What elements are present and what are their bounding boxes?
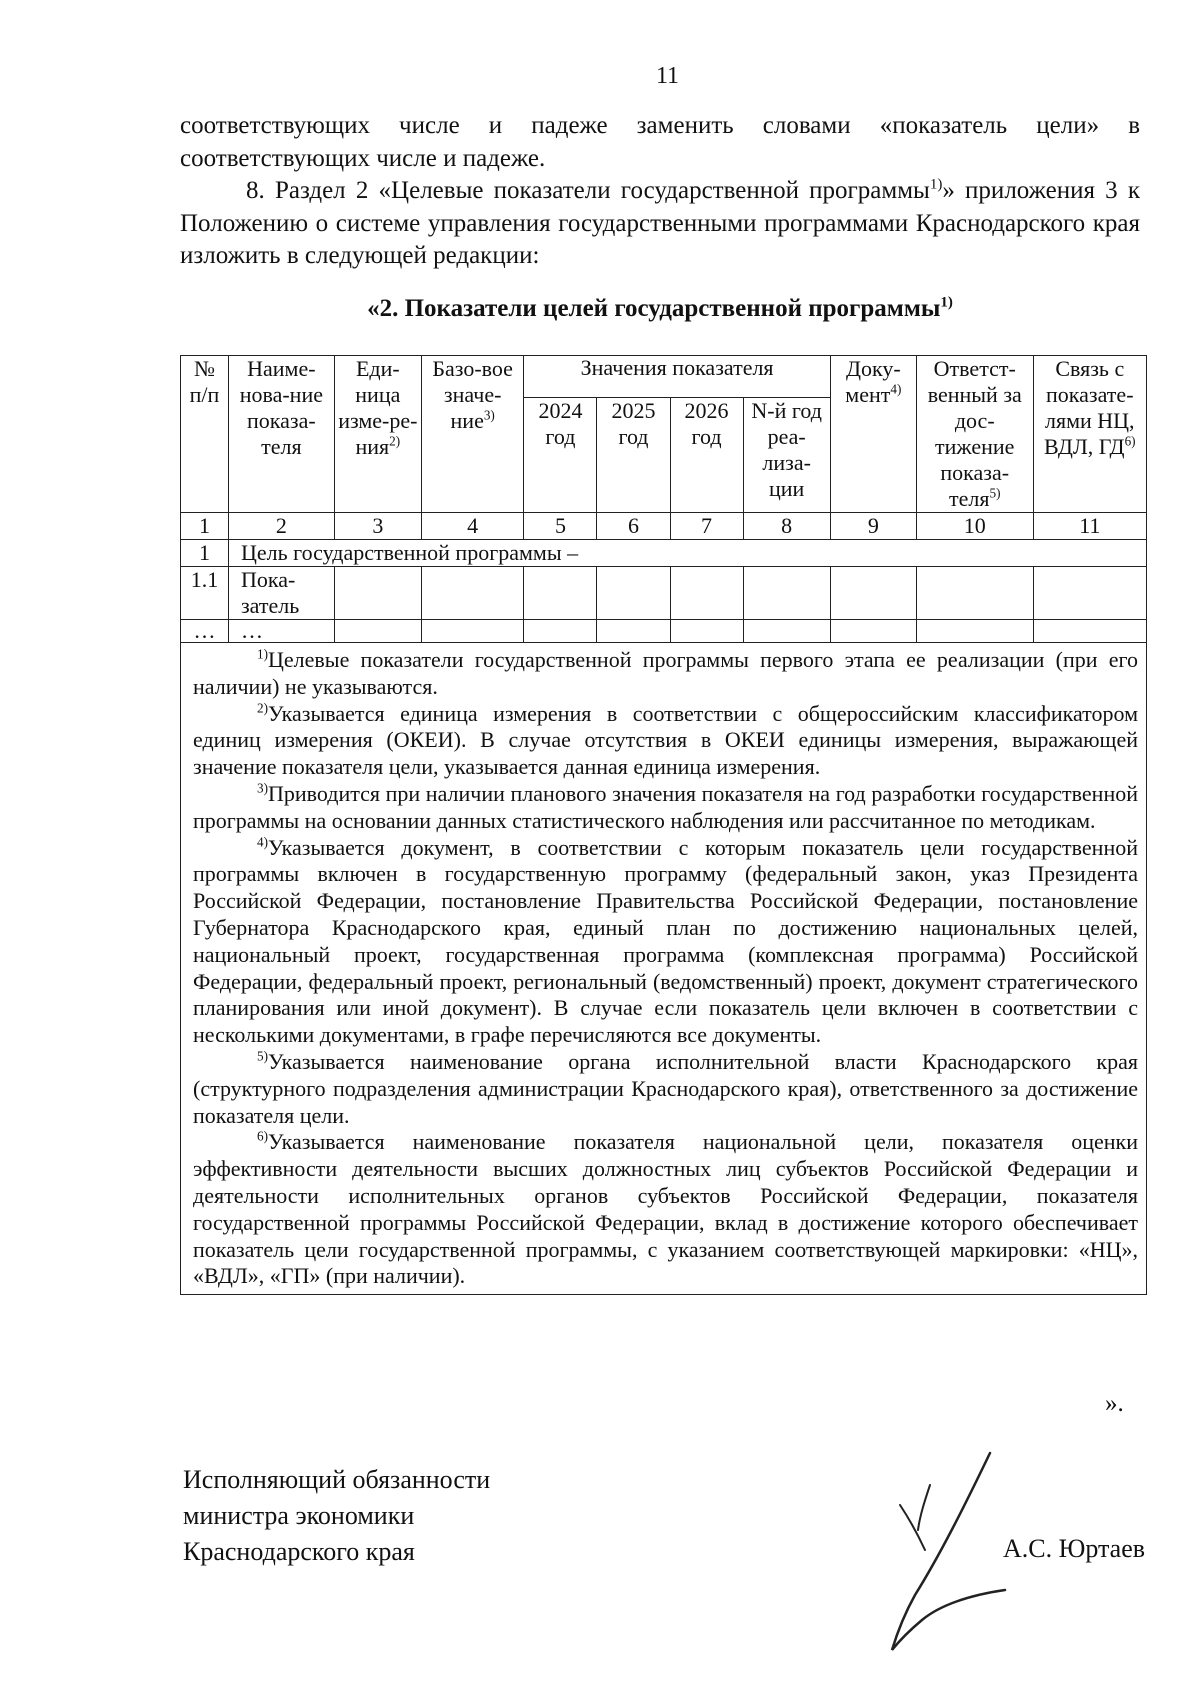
table-row-indicator	[181, 567, 1147, 620]
header-values-group: Значения показателя	[524, 356, 830, 398]
footnote-mark: 6)	[257, 1129, 268, 1145]
header-document-mark: 4)	[890, 381, 902, 397]
empty-cell	[830, 620, 916, 643]
empty-cell	[743, 567, 830, 620]
table-row-goal	[181, 540, 1147, 567]
column-number: 3	[334, 513, 421, 540]
section-heading-footnote-mark: 1)	[940, 294, 953, 311]
indicator-number: 1.1	[181, 567, 229, 620]
header-year-n: N-й год реа-лиза-ции	[743, 398, 830, 513]
paragraph-8-text-a: 8. Раздел 2 «Целевые показатели государственной программы	[246, 177, 930, 204]
empty-cell	[334, 567, 421, 620]
ellipsis-number: …	[181, 620, 229, 643]
column-number: 10	[916, 513, 1033, 540]
paragraph-amendment-7: соответствующих числе и падеже заменить словами «показатель цели» в соответствующих числе и падеже.	[180, 112, 1140, 172]
empty-cell	[597, 567, 670, 620]
header-responsible-mark: 5)	[989, 485, 1001, 501]
empty-cell	[830, 567, 916, 620]
footnote-text: Целевые показатели государственной программы первого этапа ее реализации (при его наличии) не указываются.	[193, 647, 1138, 699]
handwritten-signature	[870, 1445, 1010, 1665]
header-unit-mark: 2)	[389, 433, 401, 449]
paragraph-8-footnote-mark: 1)	[929, 176, 943, 193]
header-link-text: Связь с показате-лями НЦ, ВДЛ, ГД	[1044, 356, 1135, 459]
empty-cell	[1033, 620, 1146, 643]
footnote-mark: 3)	[257, 780, 268, 796]
empty-cell	[670, 567, 743, 620]
empty-cell	[1033, 567, 1146, 620]
ellipsis-text: …	[228, 620, 334, 643]
indicator-text: Пока-затель	[228, 567, 334, 620]
header-year-2025: 2025 год	[597, 398, 670, 513]
footnote-text: Указывается единица измерения в соответствии с общероссийским классификатором единиц измерения (ОКЕИ). В случае отсутствия в ОКЕИ единицы измерения, выражающей значение показателя цели, указывается данная единица измерения.	[193, 700, 1138, 780]
column-number: 9	[830, 513, 916, 540]
header-base-value	[421, 356, 523, 513]
column-number: 5	[524, 513, 597, 540]
column-number: 2	[228, 513, 334, 540]
empty-cell	[670, 620, 743, 643]
empty-cell	[743, 620, 830, 643]
signer-title-line-2: министра экономики	[183, 1501, 415, 1530]
table-header-row-1	[181, 356, 1147, 398]
empty-cell	[334, 620, 421, 643]
header-unit	[334, 356, 421, 513]
column-number: 4	[421, 513, 523, 540]
footnote-mark: 4)	[257, 834, 268, 850]
footnote-2	[193, 701, 1138, 781]
empty-cell	[524, 567, 597, 620]
header-responsible	[916, 356, 1033, 513]
footnote-4	[193, 835, 1138, 1049]
table-row-ellipsis	[181, 620, 1147, 643]
column-number: 6	[597, 513, 670, 540]
signer-title-line-3: Краснодарского края	[183, 1537, 415, 1566]
footnote-mark: 2)	[257, 700, 268, 716]
header-document	[830, 356, 916, 513]
empty-cell	[524, 620, 597, 643]
header-row-number: № п/п	[181, 356, 229, 513]
footnote-text: Указывается документ, в соответствии с которым показатель цели государственной программы включен в государственную программу (федеральный закон, указ Президента Российской Федерации, постановление Правительства Российской Федерации, постановление Губернатора Краснодарского края, единый план по достижению национальных целей, национальный проект, государственная программа (комплексная программа) Российской Федерации, федеральный проект, региональный (ведомственный) проект, документ стратегического планирования или иной документ). В случае если показатель цели включен в соответствии с несколькими документами, в графе перечисляются все документы.	[193, 834, 1138, 1048]
header-indicator-name: Наиме-нова-ние показа-теля	[228, 356, 334, 513]
empty-cell	[421, 620, 523, 643]
paragraph-8-text-b: » приложения 3 к Положению о системе управления государственными программами Краснодарского края изложить в следующей редакции:	[180, 177, 1141, 269]
header-base-value-mark: 3)	[483, 407, 495, 423]
header-year-2024: 2024 год	[524, 398, 597, 513]
column-number: 11	[1033, 513, 1146, 540]
empty-cell	[421, 567, 523, 620]
footnote-text: Указывается наименование показателя национальной цели, показателя оценки эффективности деятельности высших должностных лиц субъектов Российской Федерации и деятельности исполнительных органов субъектов Российской Федерации, показателя государственной программы Российской Федерации, вклад в достижение которого обеспечивает показатель цели государственной программы, с указанием соответствующей маркировки: «НЦ», «ВДЛ», «ГП» (при наличии).	[193, 1129, 1138, 1289]
footnote-text: Приводится при наличии планового значения показателя на год разработки государственной программы на основании данных статистического наблюдения или рассчитанное по методикам.	[193, 780, 1138, 833]
section-heading	[180, 295, 1140, 323]
footnote-mark: 1)	[257, 646, 268, 662]
footnote-5	[193, 1049, 1138, 1129]
section-heading-text: «2. Показатели целей государственной программы	[367, 295, 941, 322]
empty-cell	[597, 620, 670, 643]
goal-text: Цель государственной программы –	[228, 540, 1146, 567]
footnote-3	[193, 781, 1138, 835]
page-number: 11	[655, 63, 680, 89]
signer-name: А.С. Юртаев	[1003, 1534, 1146, 1563]
column-number: 7	[670, 513, 743, 540]
header-document-text: Доку-мент	[845, 356, 901, 407]
column-numbers-row	[181, 513, 1147, 540]
column-number: 8	[743, 513, 830, 540]
closing-quote: ».	[1105, 1390, 1124, 1417]
empty-cell	[916, 567, 1033, 620]
indicators-table-block	[180, 355, 1147, 1388]
paragraph-amendment-8	[180, 175, 1140, 273]
footnote-6	[193, 1129, 1138, 1290]
footnotes-box	[180, 643, 1147, 1295]
header-responsible-text: Ответст-венный за дос-тижение показа-теля	[927, 356, 1022, 511]
header-link	[1033, 356, 1146, 513]
signer-block	[183, 1462, 490, 1570]
footnote-1	[193, 647, 1138, 701]
header-unit-text: Еди-ница изме-ре-ния	[338, 356, 418, 459]
empty-cell	[916, 620, 1033, 643]
signer-title-line-1: Исполняющий обязанности	[183, 1465, 491, 1494]
header-year-2026: 2026 год	[670, 398, 743, 513]
goal-number: 1	[181, 540, 229, 567]
footnote-mark: 5)	[257, 1048, 268, 1064]
header-base-value-text: Базо-вое значе-ние	[432, 356, 513, 433]
column-number: 1	[181, 513, 229, 540]
header-link-mark: 6)	[1124, 433, 1136, 449]
footnote-text: Указывается наименование органа исполнительной власти Краснодарского края (структурного подразделения администрации Краснодарского края), ответственного за достижение показателя цели.	[193, 1048, 1138, 1128]
indicators-table	[180, 355, 1147, 643]
